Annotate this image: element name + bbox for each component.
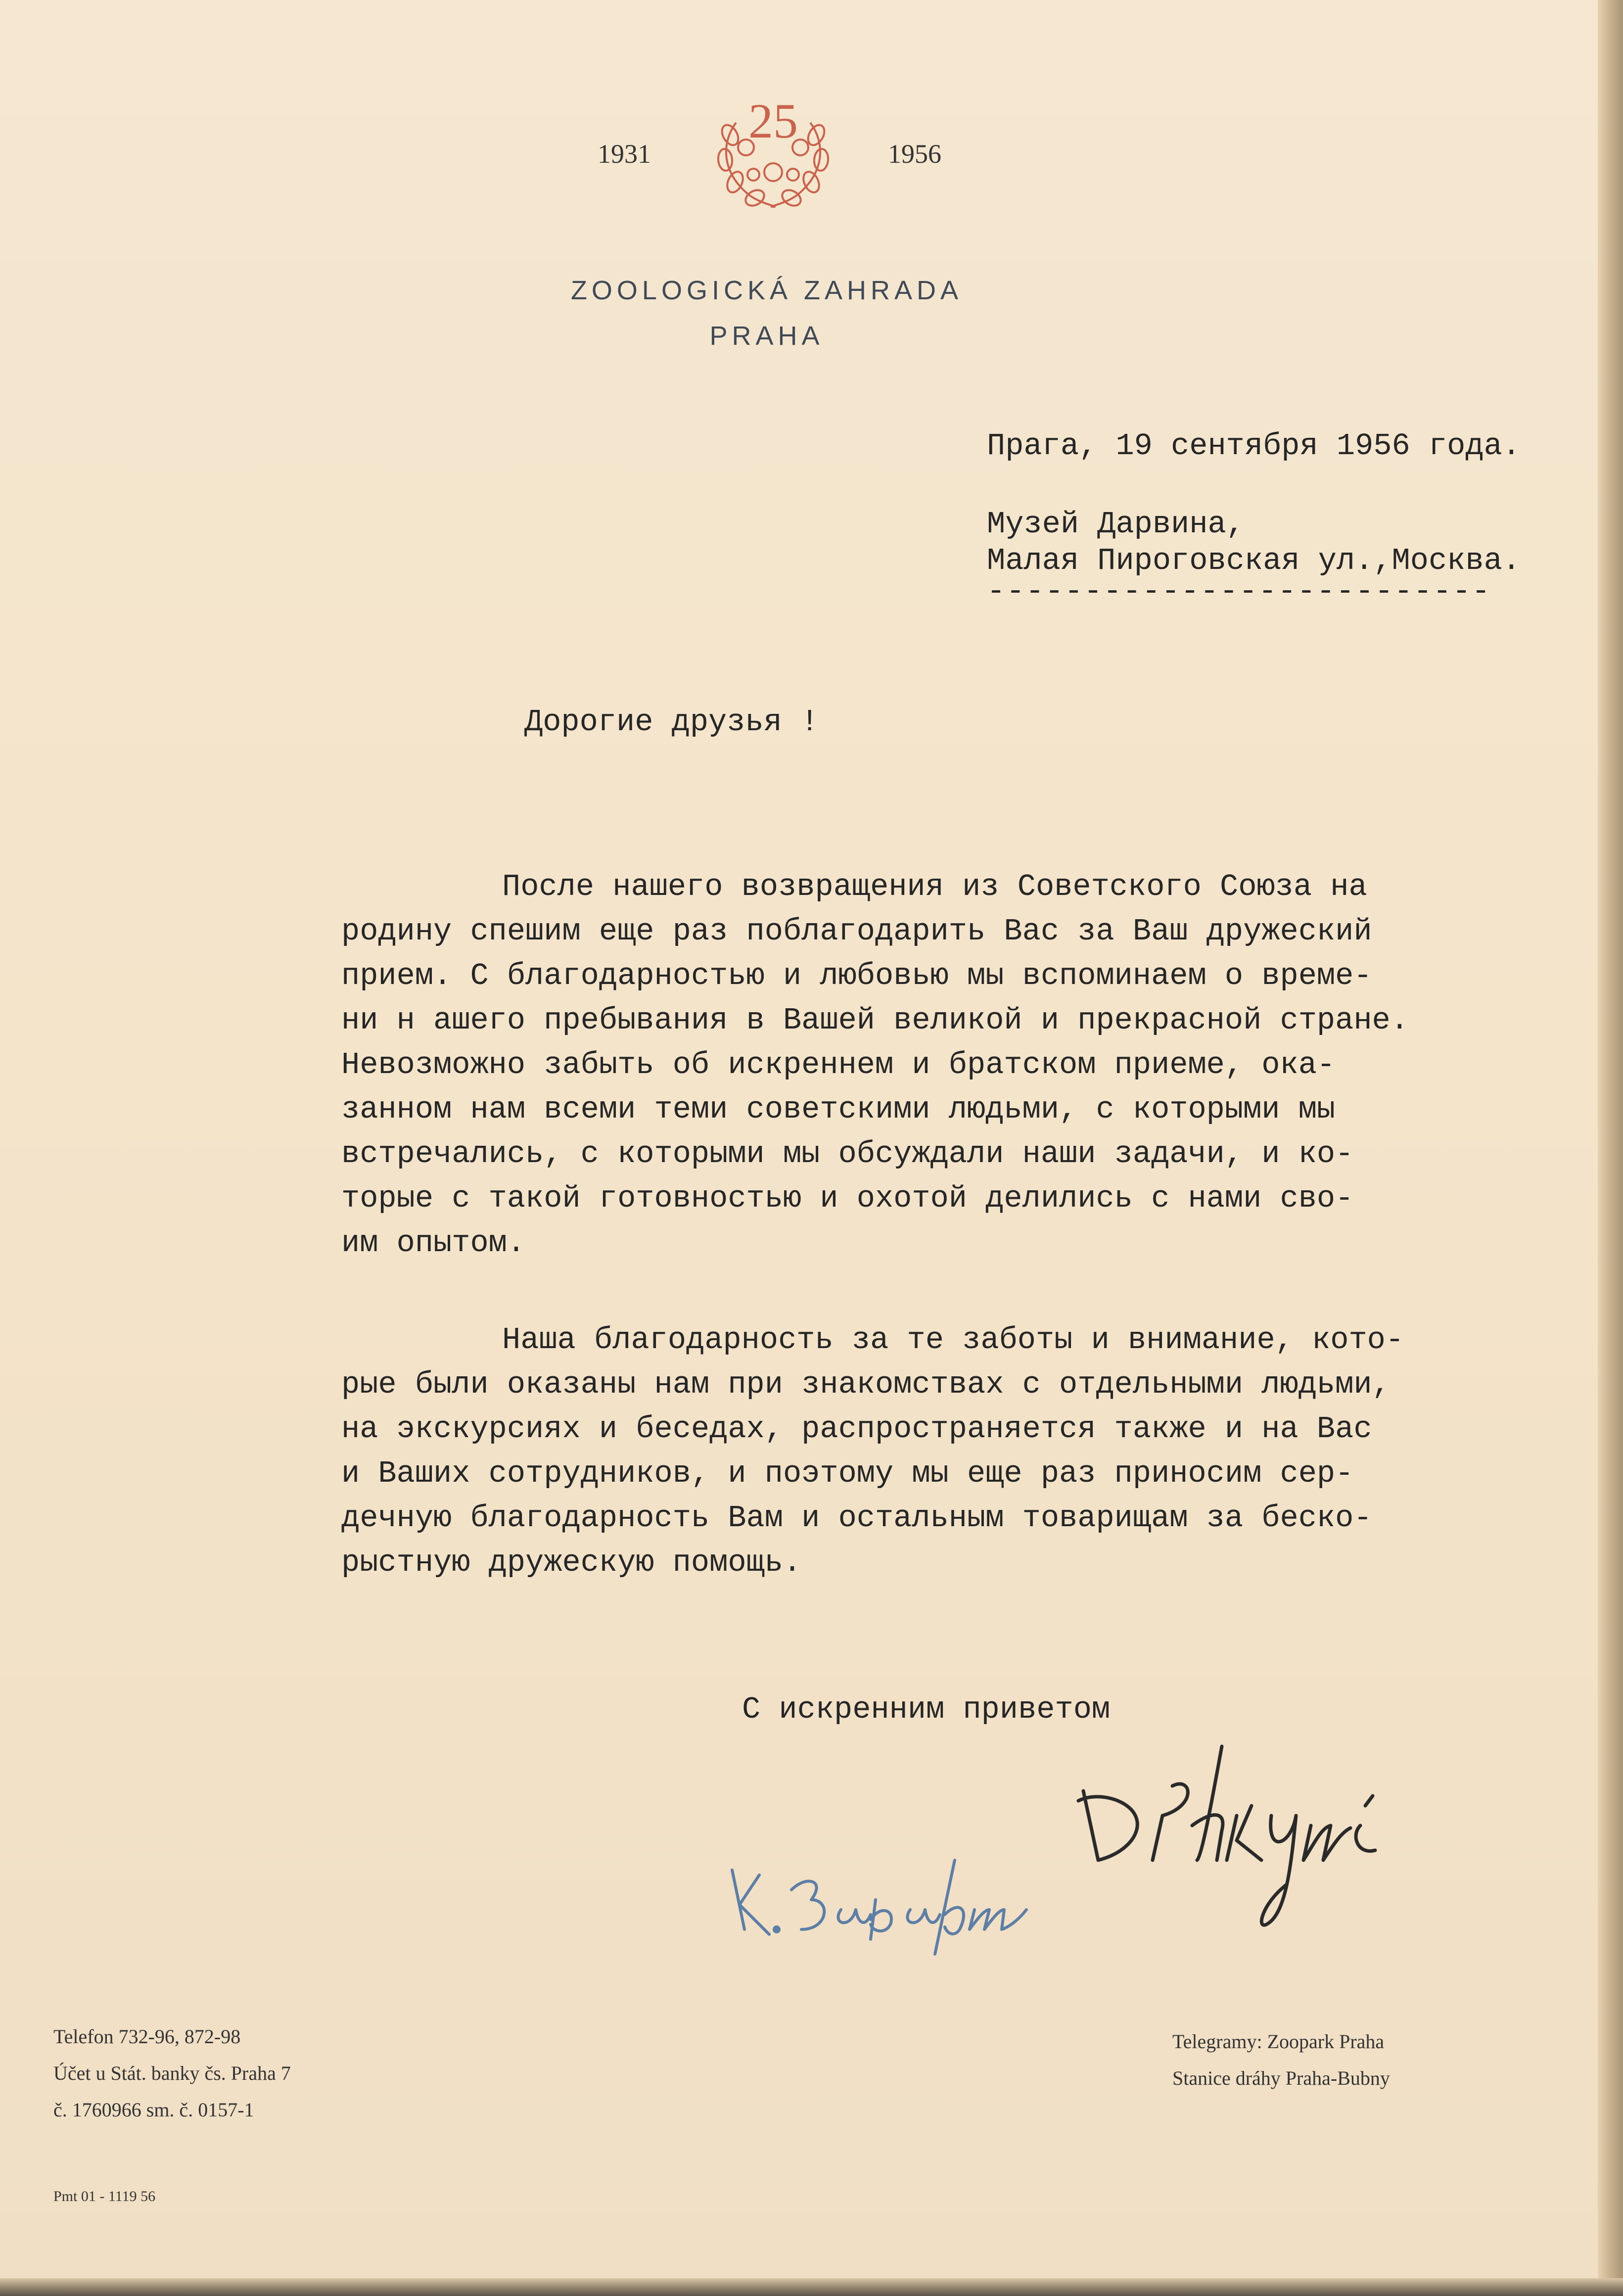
body-line: рыстную дружескую помощь. xyxy=(341,1545,802,1580)
signature-director xyxy=(1064,1727,1385,1944)
body-line: встречались, с которыми мы обсуждали наши задачи, и ко- xyxy=(341,1136,1354,1171)
anniversary-wreath-emblem xyxy=(701,88,845,217)
footer-phone: Telefon 732-96, 872-98 xyxy=(53,2025,241,2048)
recipient-underline: -------------------------- xyxy=(987,574,1491,609)
year-founded: 1931 xyxy=(598,139,651,169)
organization-name: ZOOLOGICKÁ ZAHRADA xyxy=(570,276,963,305)
footer-account-number: č. 1760966 sm. č. 0157-1 xyxy=(53,2099,254,2121)
body-line: После нашего возвращения из Советского Союза на xyxy=(502,869,1367,904)
body-line: торые с такой готовностью и охотой делились с нами сво- xyxy=(341,1181,1354,1216)
recipient-name: Музей Дарвина, xyxy=(987,507,1245,542)
date-line: Прага, 19 сентября 1956 года. xyxy=(987,428,1521,464)
body-line: им опытом. xyxy=(341,1225,526,1261)
closing-line: С искренним приветом xyxy=(742,1692,1111,1727)
body-line: Наша благодарность за те заботы и внимание, кото- xyxy=(502,1322,1404,1358)
year-current: 1956 xyxy=(888,139,941,169)
signature-zavadil xyxy=(722,1830,1039,1959)
footer-station: Stanice dráhy Praha-Bubny xyxy=(1172,2067,1390,2089)
body-line: дечную благодарность Вам и остальным товарищам за беско- xyxy=(341,1500,1372,1536)
body-line: прием. С благодарностью и любовью мы вспоминаем о време- xyxy=(341,958,1372,993)
paper-edge xyxy=(1598,0,1623,2296)
salutation: Дорогие друзья ! xyxy=(524,704,819,740)
footer-bank-account: Účet u Stát. banky čs. Praha 7 xyxy=(53,2062,291,2084)
organization-city: PRAHA xyxy=(709,321,824,351)
body-paragraph-2 xyxy=(341,1318,1529,1585)
footer-contact-right xyxy=(1172,2023,1390,2097)
body-line: и Ваших сотрудников, и поэтому мы еще раз приносим сер- xyxy=(341,1456,1354,1491)
emblem-number: 25 xyxy=(748,94,798,148)
body-line: ни н ашего пребывания в Вашей великой и прекрасной стране. xyxy=(341,1003,1409,1038)
body-line: рые были оказаны нам при знакомствах с отдельными людьми, xyxy=(341,1367,1391,1402)
body-line: занном нам всеми теми советскими людьми, с которыми мы xyxy=(341,1092,1336,1127)
form-code: Pmt 01 - 1119 56 xyxy=(53,2188,156,2204)
body-line: Невозможно забыть об искреннем и братском приеме, ока- xyxy=(341,1047,1336,1082)
footer-telegram: Telegramy: Zoopark Praha xyxy=(1172,2030,1385,2053)
body-line: на экскурсиях и беседах, распространяется также и на Вас xyxy=(341,1411,1372,1447)
scan-bottom-edge xyxy=(0,2278,1623,2296)
footer-contact-left xyxy=(53,2018,291,2128)
body-paragraph-1 xyxy=(341,865,1529,1265)
recipient-address: Малая Пироговская ул.,Москва. xyxy=(987,543,1521,578)
body-line: родину спешим еще раз поблагодарить Вас за Ваш дружеский xyxy=(341,914,1372,949)
